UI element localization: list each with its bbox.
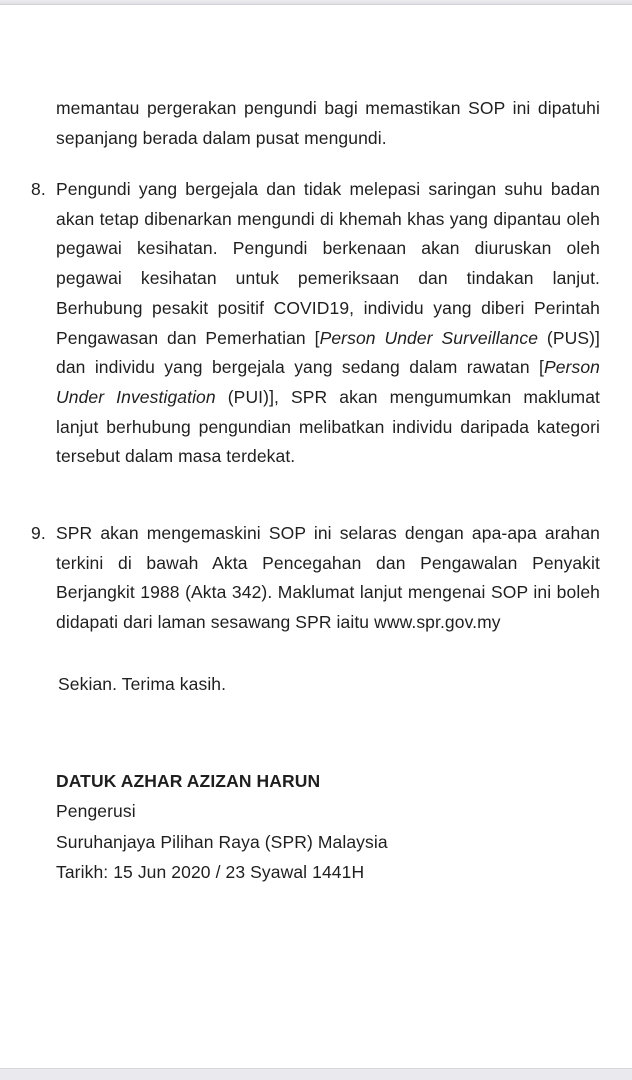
item-8-text-segment: (PUI)], SPR akan mengumumkan maklumat lanjut berhubung pengundian melibatkan individu daripada kategori tersebut dalam masa terdekat. — [56, 386, 600, 467]
item-8-text-segment: Pengundi yang bergejala dan tidak melepasi saringan suhu badan akan tetap dibenarkan mengundi di khemah khas yang dipantau oleh pegawai kesihatan. Pengundi berkenaan akan diuruskan oleh pegawai kesihatan untuk pemeriksaan dan tindakan lanjut. Berhubung pesakit positif COVID19, individu yang diberi Perintah Pengawasan dan Pemerhatian [ — [56, 179, 600, 348]
item-8-italic-term-pus: Person Under Surveillance — [319, 327, 539, 348]
item-9-number: 9. — [31, 523, 46, 543]
item-8-text-segment: (PUS)] dan individu yang bergejala yang sedang dalam rawatan [ — [56, 327, 600, 378]
page-top-edge — [0, 0, 632, 5]
item-9-text: SPR akan mengemaskini SOP ini selaras dengan apa-apa arahan terkini di bawah Akta Pencegahan dan Pengawalan Penyakit Berjangkit 1988 (Akta 342). Maklumat lanjut mengenai SOP ini boleh didapati dari laman sesawang SPR iaitu www.spr.gov.my — [56, 523, 600, 633]
signature-block — [56, 766, 600, 887]
signatory-title: Pengerusi — [56, 801, 136, 822]
signature-date: Tarikh: 15 Jun 2020 / 23 Syawal 1441H — [56, 861, 365, 882]
page-bottom-edge — [0, 1068, 632, 1080]
paragraph-continuation: memantau pergerakan pengundi bagi memastikan SOP ini dipatuhi sepanjang berada dalam pusat mengundi. — [56, 98, 600, 148]
signatory-name: DATUK AZHAR AZIZAN HARUN — [56, 771, 321, 791]
numbered-item-9 — [31, 519, 600, 638]
item-8-italic-term-pui: Person Under Investigation — [56, 357, 600, 407]
numbered-item-8 — [31, 175, 600, 472]
item-8-number: 8. — [31, 179, 46, 199]
signatory-organization: Suruhanjaya Pilihan Raya (SPR) Malaysia — [56, 831, 388, 852]
closing-line: Sekian. Terima kasih. — [58, 674, 227, 694]
